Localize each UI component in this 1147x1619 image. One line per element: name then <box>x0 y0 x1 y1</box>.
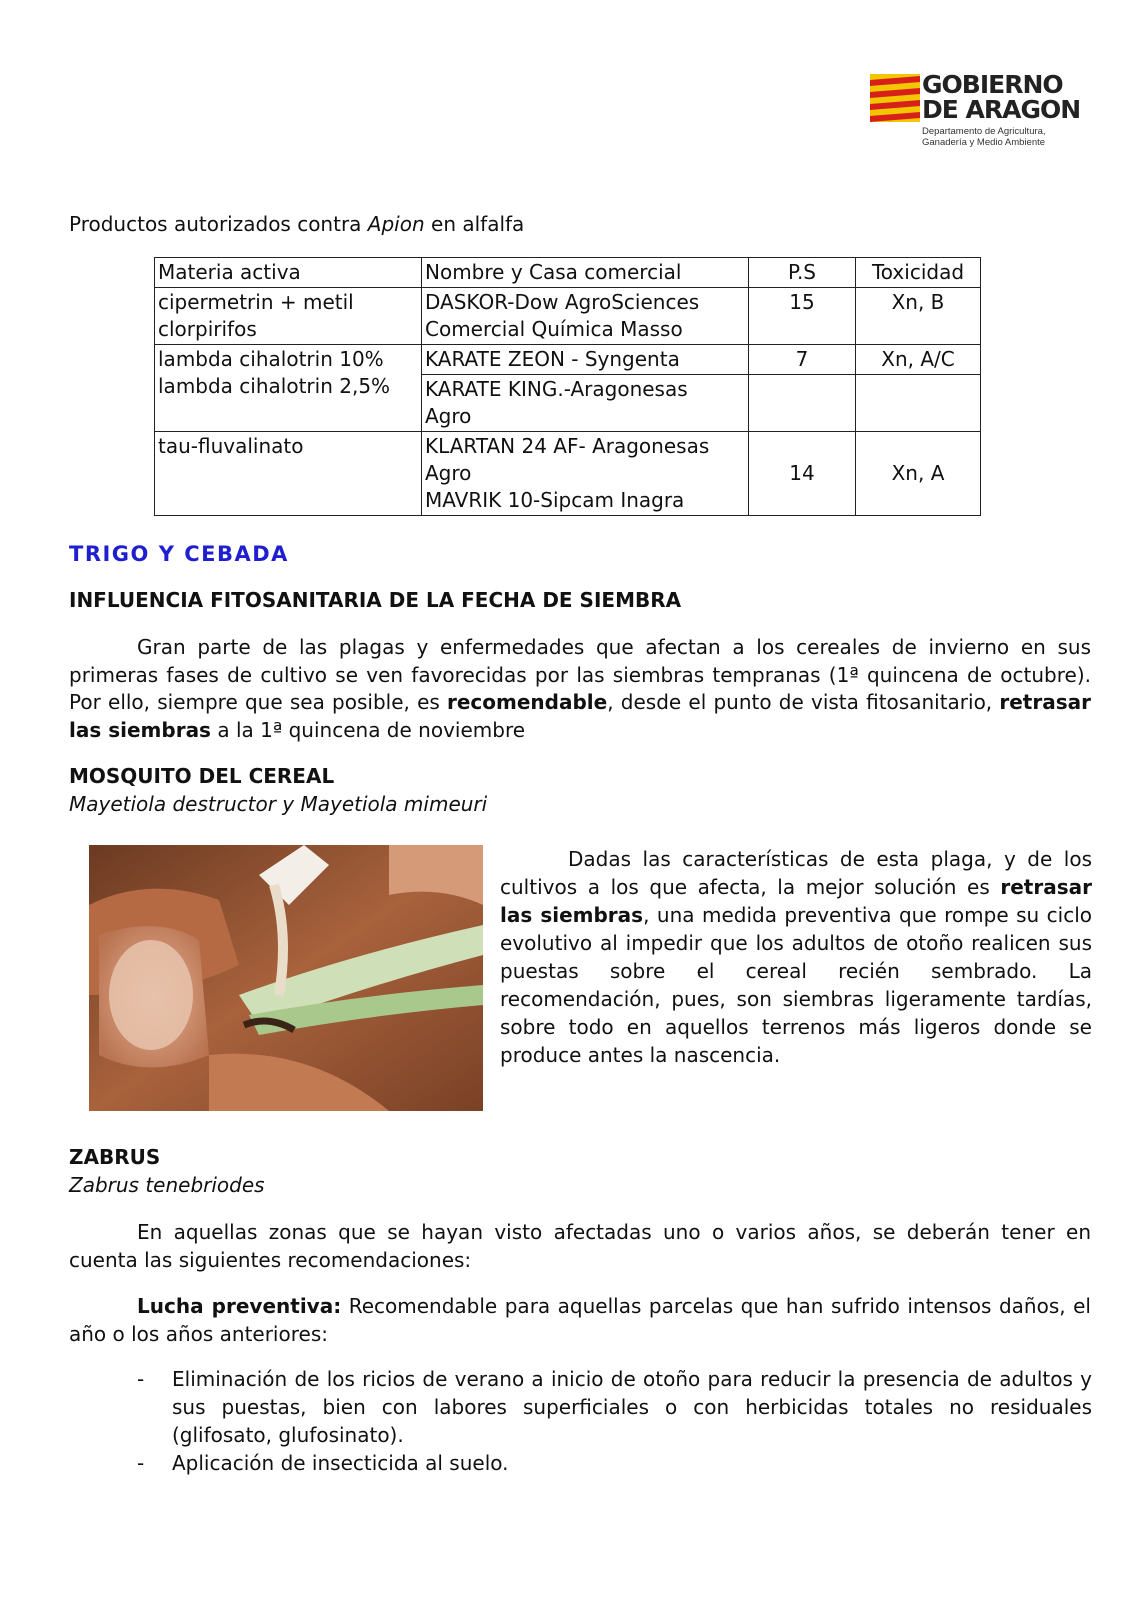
cell-nombre: KLARTAN 24 AF- Aragonesas Agro MAVRIK 10-Sipcam Inagra <box>422 432 749 516</box>
cell-ps: 15 <box>749 288 856 345</box>
mosquito-paragraph: Dadas las características de esta plaga, y de los cultivos a los que afecta, la mejor solución es retrasar las siembras, una medida preventiva que rompe su ciclo evolutivo al impedir que los adultos de otoño realicen sus puestas sobre el cereal recién sembrado. La recomendación, pues, son siembras ligeramente tardías, sobre todo en aquellos terrenos más ligeros donde se produce antes la nascencia. <box>500 847 1092 1067</box>
cell-toxicidad: Xn, A/C <box>856 345 981 375</box>
mosquito-species: Mayetiola destructor y Mayetiola mimeuri <box>69 792 488 816</box>
list-item: - Eliminación de los ricios de verano a inicio de otoño para reducir la presencia de adultos y sus puestas, bien con labores superficiales o con herbicidas totales no residuales (glifosato, glufosinato). <box>137 1367 1092 1447</box>
cell-toxicidad: Xn, B <box>856 288 981 345</box>
zabrus-bullet-list <box>137 1365 1092 1477</box>
logo-title: GOBIERNO DE ARAGON <box>922 70 1081 124</box>
cereal-pest-photo <box>89 845 483 1111</box>
influencia-paragraph: Gran parte de las plagas y enfermedades que afectan a los cereales de invierno en sus primeras fases de cultivo se ven favorecidas por las siembras tempranas (1ª quincena de octubre). Por ello, siempre que sea posible, es recomendable, desde el punto de vista fitosanitario, retrasar las siembras a la 1ª quincena de noviembre <box>69 635 1091 742</box>
lucha-preventiva-paragraph: Lucha preventiva: Recomendable para aquellas parcelas que han sufrido intensos daños, el año o los años anteriores: <box>69 1294 1091 1346</box>
aragon-flag-icon <box>870 74 920 122</box>
dash-bullet: - <box>137 1451 145 1475</box>
zabrus-paragraph: En aquellas zonas que se hayan visto afectadas uno o varios años, se deberán tener en cuenta las siguientes recomendaciones: <box>69 1220 1091 1272</box>
cell-materia: cipermetrin + metil clorpirifos <box>155 288 422 345</box>
zabrus-heading: ZABRUS <box>69 1145 161 1169</box>
header-toxicidad: Toxicidad <box>856 258 981 288</box>
table-row <box>155 345 981 375</box>
cell-ps: 7 <box>749 345 856 375</box>
dash-bullet: - <box>137 1367 145 1391</box>
cell-toxicidad: Xn, A <box>856 432 981 516</box>
mosquito-heading: MOSQUITO DEL CEREAL <box>69 764 335 788</box>
cell-ps: 14 <box>749 432 856 516</box>
cell-toxicidad <box>856 375 981 432</box>
cell-ps <box>749 375 856 432</box>
cell-materia: lambda cihalotrin 10% lambda cihalotrin 2,5% <box>155 345 422 432</box>
influencia-heading: INFLUENCIA FITOSANITARIA DE LA FECHA DE SIEMBRA <box>69 588 682 612</box>
zabrus-species: Zabrus tenebriodes <box>69 1173 265 1197</box>
cell-nombre: DASKOR-Dow AgroSciences Comercial Química Masso <box>422 288 749 345</box>
table-header-row <box>155 258 981 288</box>
gobierno-aragon-logo <box>870 70 1090 156</box>
cell-nombre: KARATE ZEON - Syngenta <box>422 345 749 375</box>
header-materia: Materia activa <box>155 258 422 288</box>
cell-nombre: KARATE KING.-Aragonesas Agro <box>422 375 749 432</box>
products-intro: Productos autorizados contra Apion en alfalfa <box>69 212 525 236</box>
header-ps: P.S <box>749 258 856 288</box>
table-row <box>155 288 981 345</box>
list-item: - Aplicación de insecticida al suelo. <box>137 1451 509 1475</box>
products-table <box>154 257 981 516</box>
cell-materia: tau-fluvalinato <box>155 432 422 516</box>
header-nombre: Nombre y Casa comercial <box>422 258 749 288</box>
logo-subtitle: Departamento de Agricultura, Ganadería y Medio Ambiente <box>922 126 1046 148</box>
section-title: TRIGO Y CEBADA <box>69 542 289 566</box>
table-row <box>155 432 981 516</box>
